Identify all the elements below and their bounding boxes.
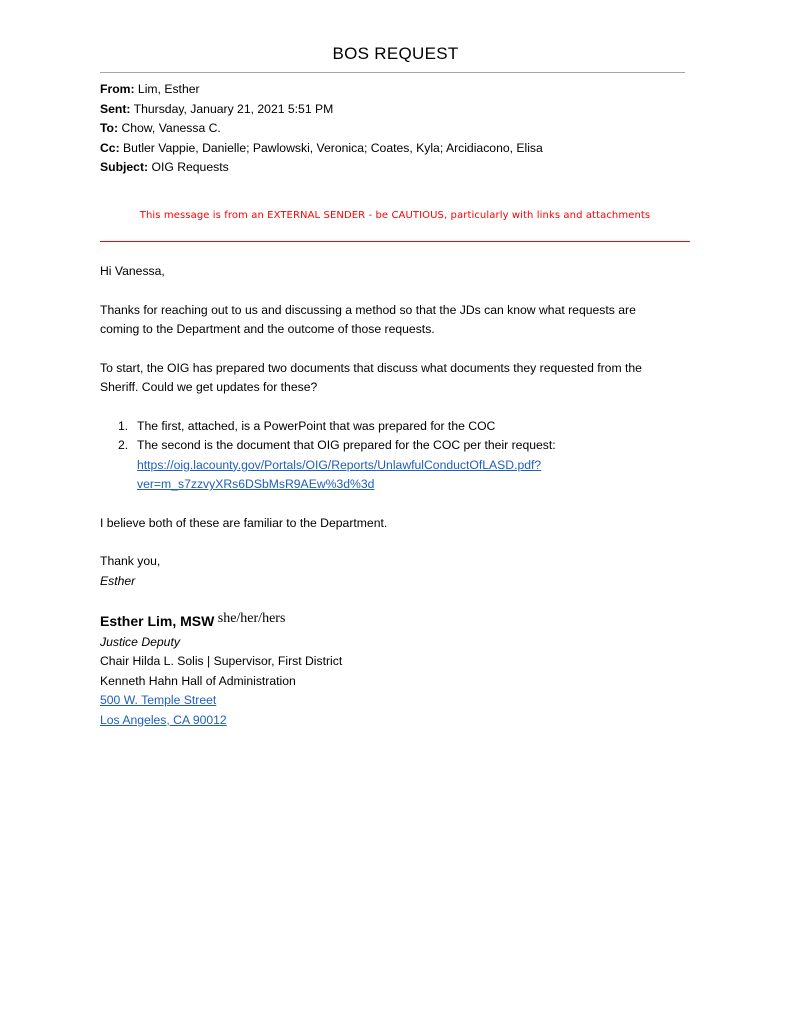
external-sender-warning: This message is from an EXTERNAL SENDER - be CAUTIOUS, particularly with links and attachments <box>139 210 651 221</box>
signature-name-row <box>100 612 600 633</box>
paragraph-1: Thanks for reaching out to us and discussing a method so that the JDs can know what requests are coming to the Department and the outcome of those requests. <box>100 302 636 336</box>
subject-value: OIG Requests <box>151 160 229 174</box>
email-header <box>100 80 700 178</box>
sent-value: Thursday, January 21, 2021 5:51 PM <box>133 101 334 116</box>
address-city-link[interactable]: Los Angeles, CA 90012 <box>100 712 227 727</box>
closing-name: Esther <box>100 573 136 588</box>
address-street-link[interactable]: 500 W. Temple Street <box>100 693 217 707</box>
closing <box>100 552 670 591</box>
sent-row <box>100 100 700 120</box>
warning-divider <box>100 241 690 242</box>
list-item-text: The second is the document that OIG prepared for the COC per their request: <box>137 438 556 452</box>
list-item <box>100 436 670 495</box>
paragraph-3: I believe both of these are familiar to the Department. <box>100 515 388 530</box>
oig-report-link[interactable]: https://oig.lacounty.gov/Portals/OIG/Reports/UnlawfulConductOfLASD.pdf? ver=m_s7zzvyXRs6DSbMsR9AEw%3d%3d <box>137 457 542 491</box>
greeting: Hi Vanessa, <box>100 264 165 278</box>
page-title: BOS REQUEST <box>332 44 459 63</box>
signature-pronouns: she/her/hers <box>217 611 286 626</box>
title-divider <box>100 72 685 73</box>
request-list <box>100 417 670 495</box>
to-label: To: <box>100 121 119 135</box>
paragraph-2: To start, the OIG has prepared two documents that discuss what documents they requested from the Sheriff. Could we get updates for these? <box>100 360 642 394</box>
signature-office: Chair Hilda L. Solis | Supervisor, First District <box>100 654 343 668</box>
list-number: 1. <box>118 418 129 433</box>
signature-block <box>100 612 600 730</box>
from-label: From: <box>100 82 135 96</box>
subject-label: Subject: <box>100 160 149 174</box>
email-body <box>100 262 670 591</box>
cc-value: Butler Vappie, Danielle; Pawlowski, Veronica; Coates, Kyla; Arcidiacono, Elisa <box>123 140 543 155</box>
from-row <box>100 80 700 100</box>
list-item <box>100 417 670 437</box>
from-value: Lim, Esther <box>137 82 200 96</box>
cc-label: Cc: <box>100 140 120 155</box>
list-item-text: The first, attached, is a PowerPoint that was prepared for the COC <box>137 418 496 433</box>
to-value: Chow, Vanessa C. <box>121 121 221 135</box>
sent-label: Sent: <box>100 101 131 116</box>
cc-row <box>100 139 700 159</box>
list-number: 2. <box>118 438 129 452</box>
closing-text: Thank you, <box>100 554 161 568</box>
signature-building: Kenneth Hahn Hall of Administration <box>100 673 296 688</box>
to-row <box>100 119 700 139</box>
subject-row <box>100 158 700 178</box>
signature-name: Esther Lim, MSW <box>100 613 215 629</box>
signature-title: Justice Deputy <box>100 634 180 649</box>
